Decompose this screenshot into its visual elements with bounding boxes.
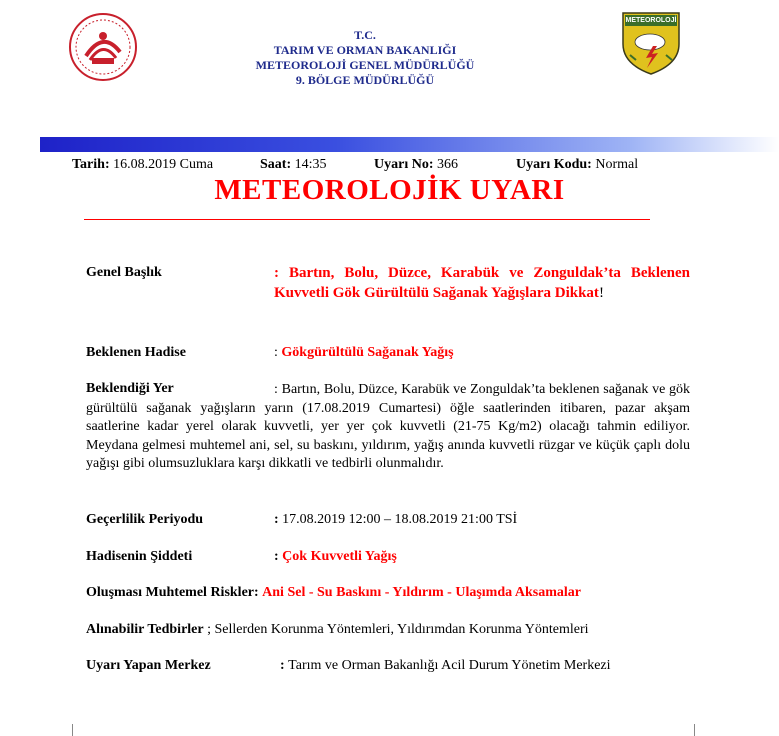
issuing-center-label: Uyarı Yapan Merkez [86, 658, 211, 673]
shield-logo-text: METEOROLOJİ [625, 17, 677, 24]
header-region: 9. BÖLGE MÜDÜRLÜĞÜ [295, 73, 435, 87]
page-corner-mark-left [72, 724, 73, 736]
risks-value: Ani Sel - Su Baskını - Yıldırım - Ulaşımda Aksamalar [262, 585, 581, 600]
expected-event-field: : Gökgürültülü Sağanak Yağış [274, 345, 454, 360]
general-title-label: Genel Başlık [86, 265, 162, 280]
risks-label: Oluşması Muhtemel Riskler: [86, 585, 259, 600]
header-tc: T.C. [354, 28, 376, 42]
expected-event-value: Gökgürültülü Sağanak Yağış [281, 345, 454, 360]
validity-period-field: : 17.08.2019 12:00 – 18.08.2019 21:00 TSİ [274, 512, 518, 527]
time-value: 14:35 [294, 157, 327, 172]
expected-location-value: Bartın, Bolu, Düzce, Karabük ve Zonguldak’ta beklenen sağanak ve gök gürültülü sağanak yağışların yarın (17.08.2019 Cumartesi) öğle saatlerinden itibaren, pazar akşam saatlerine kadar yerel olarak kuvvetli, yer yer çok kuvvetli (21-75 Kg/m2) olacağı tahmin ediliyor. Meydana gelmesi muhtemel ani, sel, su baskını, yıldırım, yağış anında kuvvetli rüzgar ve küçük çaplı dolu yağışı gibi olumsuzluklara karşı dikkatli ve tedbirli olunmalıdır. [86, 382, 691, 471]
severity-value: Çok Kuvvetli Yağış [282, 549, 397, 564]
ministry-seal-logo [68, 12, 138, 82]
date-value: 16.08.2019 Cuma [113, 157, 214, 172]
validity-period-value: 17.08.2019 12:00 – 18.08.2019 21:00 TSİ [282, 512, 518, 527]
risks-field [86, 585, 581, 601]
measures-field [86, 622, 589, 638]
warning-number-label: Uyarı No: [374, 157, 434, 172]
page-title: METEOROLOJİK UYARI [214, 174, 565, 206]
warning-number-value: 366 [437, 157, 458, 172]
issuing-center-field: : Tarım ve Orman Bakanlığı Acil Durum Yönetim Merkezi [280, 658, 611, 673]
general-title-field: : Bartın, Bolu, Düzce, Karabük ve Zonguldak’ta Beklenen Kuvvetli Gök Gürültülü Sağanak Yağışlara Dikkat! [274, 265, 690, 301]
expected-location-label: Beklendiği Yer [86, 381, 174, 396]
expected-location-field: : Bartın, Bolu, Düzce, Karabük ve Zonguldak’ta beklenen sağanak ve gök gürültülü sağanak yağışların yarın (17.08.2019 Cumartesi) öğle saatlerinden itibaren, pazar akşam saatlerine kadar yerel olarak kuvvetli, yer yer çok kuvvetli (21-75 Kg/m2) olacağı tahmin ediliyor. Meydana gelmesi muhtemel ani, sel, su baskını, yıldırım, yağış anında kuvvetli rüzgar ve küçük çaplı dolu yağışı gibi olumsuzluklara karşı dikkatli ve tedbirli olunmalıdır. [86, 382, 691, 471]
header-ministry: TARIM VE ORMAN BAKANLIĞI [273, 43, 457, 57]
page-corner-mark-right [694, 724, 695, 736]
severity-field: : Çok Kuvvetli Yağış [274, 549, 397, 564]
expected-event-label: Beklenen Hadise [86, 345, 186, 360]
date-field [72, 157, 213, 173]
warning-code-label: Uyarı Kodu: [516, 157, 592, 172]
header-directorate: METEOROLOJİ GENEL MÜDÜRLÜĞÜ [255, 58, 475, 72]
warning-code-value: Normal [595, 157, 639, 172]
warning-number-field [374, 157, 458, 173]
validity-period-label: Geçerlilik Periyodu [86, 512, 204, 527]
title-underline [84, 219, 650, 220]
measures-label: Alınabilir Tedbirler [86, 622, 204, 637]
time-field [260, 157, 327, 173]
general-title-value: Bartın, Bolu, Düzce, Karabük ve Zonguldak’ta Beklenen Kuvvetli Gök Gürültülü Sağanak Yağışlara Dikkat [274, 265, 690, 301]
header-gradient-bar [40, 137, 779, 152]
measures-value: ; Sellerden Korunma Yöntemleri, Yıldırımdan Korunma Yöntemleri [207, 622, 589, 637]
date-label: Tarih: [72, 157, 110, 172]
meteorology-shield-logo [620, 10, 682, 76]
time-label: Saat: [260, 157, 292, 172]
issuing-center-value: Tarım ve Orman Bakanlığı Acil Durum Yönetim Merkezi [288, 658, 611, 673]
warning-code-field [516, 157, 638, 173]
severity-label: Hadisenin Şiddeti [86, 549, 193, 564]
